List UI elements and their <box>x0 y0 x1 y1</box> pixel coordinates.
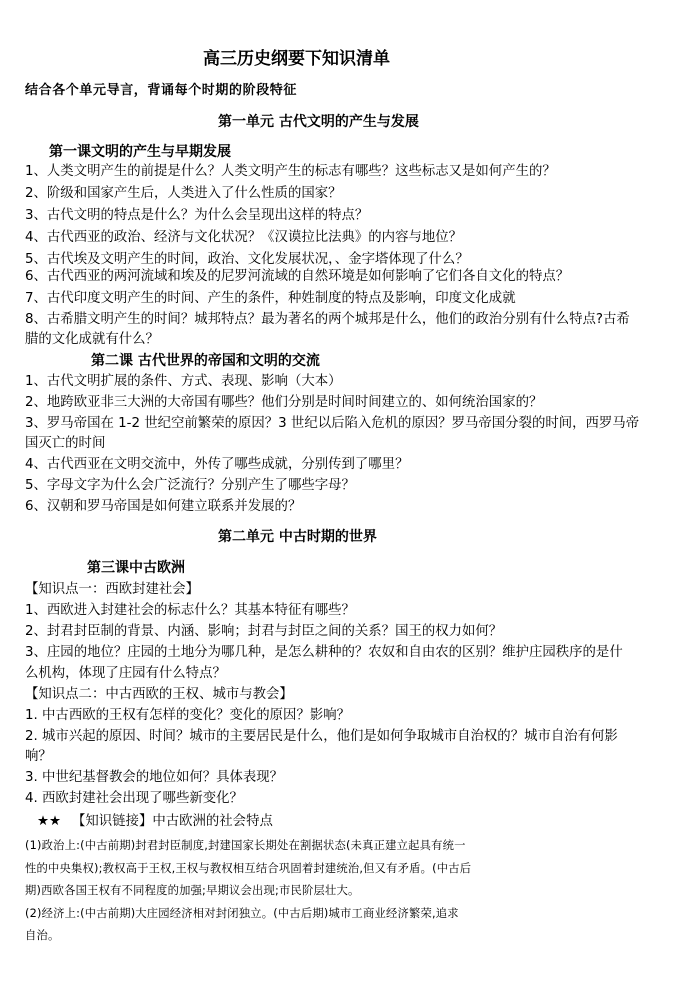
list-item-continued: 腊的文化成就有什么？ <box>25 332 159 347</box>
unit2-heading: 第二单元 中古时期的世界 <box>218 529 377 545</box>
knowledge-link-heading: 【知识链接】中古欧洲的社会特点 <box>72 814 273 829</box>
list-item-continued: 么机构，体现了庄园有什么特点？ <box>25 666 226 681</box>
list-item: 6、汉朝和罗马帝国是如何建立联系并发展的？ <box>25 499 302 514</box>
list-item: 2、地跨欧亚非三大洲的大帝国有哪些？他们分别是时间时间建立的、如何统治国家的？ <box>25 395 543 410</box>
list-item: 5、古代埃及文明产生的时间，政治、文化发展状况，、金字塔体现了什么？ <box>25 252 469 267</box>
list-item: 1、西欧进入封建社会的标志什么？其基本特征有哪些？ <box>25 603 355 618</box>
lesson3-heading: 第三课中古欧洲 <box>87 560 185 576</box>
list-item: 4、古代西亚的政治、经济与文化状况？《汉谟拉比法典》的内容与地位？ <box>25 230 463 245</box>
lesson1-heading: 第一课文明的产生与早期发展 <box>49 144 231 160</box>
document-title: 高三历史纲要下知识清单 <box>203 49 390 69</box>
unit1-heading: 第一单元 古代文明的产生与发展 <box>218 114 419 130</box>
lesson2-heading: 第二课 古代世界的帝国和文明的交流 <box>91 353 320 369</box>
list-item: 7、古代印度文明产生的时间、产生的条件，种姓制度的特点及影响，印度文化成就 <box>25 291 516 306</box>
note-line: (1)政治上:(中古前期)封君封臣制度,封建国家长期处在割据状态(未真正建立起具有统一 <box>25 839 466 852</box>
list-item: 6、古代西亚的两河流域和埃及的尼罗河流域的自然环境是如何影响了它们各自文化的特点？ <box>25 269 570 284</box>
list-item-continued: 国灭亡的时间 <box>25 436 106 451</box>
list-item: 1、人类文明产生的前提是什么？人类文明产生的标志有哪些？这些标志又是如何产生的？ <box>25 164 556 179</box>
list-item-continued: 响？ <box>25 749 52 764</box>
list-item: 2、阶级和国家产生后，人类进入了什么性质的国家？ <box>25 186 342 201</box>
list-item: 2. 城市兴起的原因、时间？城市的主要居民是什么，他们是如何争取城市自治权的？城市自治有何影 <box>25 729 618 744</box>
list-item: 3. 中世纪基督教会的地位如何？具体表现？ <box>25 770 284 785</box>
list-item: 4、古代西亚在文明交流中，外传了哪些成就，分别传到了哪里？ <box>25 457 409 472</box>
note-line: (2)经济上:(中古前期)大庄园经济相对封闭独立。(中古后期)城市工商业经济繁荣,追求 <box>25 907 459 920</box>
note-line: 性的中央集权);教权高于王权,王权与教权相互结合巩固着封建统治,但又有矛盾。(中古后 <box>25 862 472 875</box>
list-item: 3、罗马帝国在 1-2 世纪空前繁荣的原因？3 世纪以后陷入危机的原因？罗马帝国分裂的时间，西罗马帝 <box>25 416 640 431</box>
knowledge-point-heading: 【知识点二：中古西欧的王权、城市与教会】 <box>25 687 293 702</box>
list-item: 5、字母文字为什么会广泛流行？分别产生了哪些字母？ <box>25 478 355 493</box>
knowledge-point-heading: 【知识点一：西欧封建社会】 <box>25 582 200 597</box>
note-line: 自治。 <box>25 929 60 942</box>
list-item: 2、封君封臣制的背景、内涵、影响；封君与封臣之间的关系？国王的权力如何？ <box>25 624 503 639</box>
list-item: 3、古代文明的特点是什么？为什么会呈现出这样的特点？ <box>25 208 369 223</box>
list-item: 1、古代文明扩展的条件、方式、表现、影响（大本） <box>25 374 342 389</box>
list-item: 3、庄园的地位？庄园的土地分为哪几种，是怎么耕种的？农奴和自由农的区别？维护庄园秩序的是什 <box>25 645 623 660</box>
list-item: 8、古希腊文明产生的时间？城邦特点？最为著名的两个城邦是什么，他们的政治分别有什么特点?古希 <box>25 312 630 327</box>
list-item: 1. 中古西欧的王权有怎样的变化？变化的原因？影响？ <box>25 708 351 723</box>
star-icons: ★★ <box>37 814 62 829</box>
note-line: 期)西欧各国王权有不同程度的加强;早期议会出现;市民阶层壮大。 <box>25 884 360 897</box>
list-item: 4. 西欧封建社会出现了哪些新变化？ <box>25 791 243 806</box>
instruction-text: 结合各个单元导言，背诵每个时期的阶段特征 <box>25 83 298 98</box>
